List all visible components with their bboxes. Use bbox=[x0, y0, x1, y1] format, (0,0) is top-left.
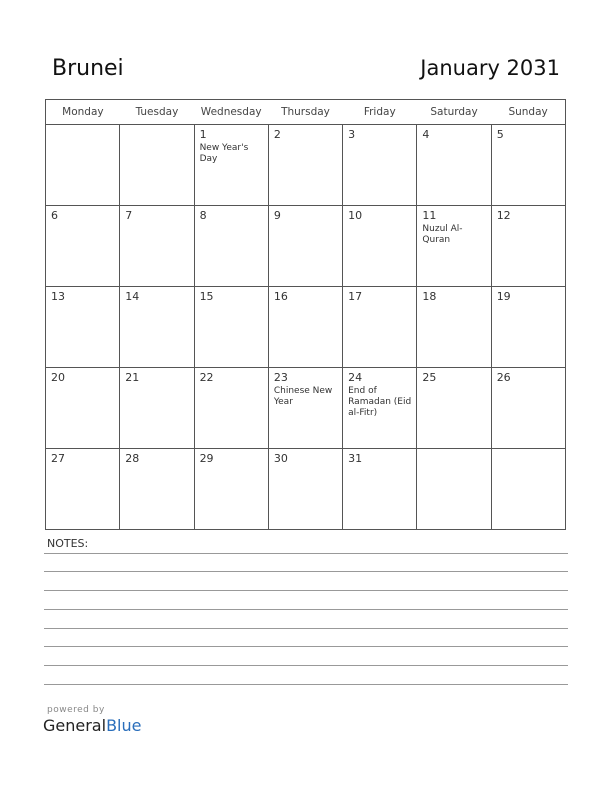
day-cell bbox=[194, 449, 268, 530]
day-cell bbox=[120, 287, 194, 368]
brand-general: General bbox=[43, 716, 107, 735]
day-number: 17 bbox=[348, 290, 363, 303]
day-number: 20 bbox=[51, 371, 65, 384]
day-cell bbox=[46, 449, 120, 530]
day-number: 18 bbox=[422, 290, 437, 303]
brand-blue: Blue bbox=[106, 716, 142, 735]
day-cell bbox=[417, 287, 491, 368]
day-number: 13 bbox=[51, 290, 65, 303]
week-row bbox=[46, 449, 566, 530]
day-cell bbox=[194, 125, 268, 206]
day-number: 25 bbox=[422, 371, 437, 384]
day-number: 28 bbox=[125, 452, 140, 465]
day-cell bbox=[120, 368, 194, 449]
day-number: 1 bbox=[199, 128, 207, 141]
day-cell bbox=[491, 368, 565, 449]
day-cell bbox=[417, 125, 491, 206]
note-line bbox=[44, 646, 568, 647]
day-cell bbox=[46, 368, 120, 449]
day-cell bbox=[491, 287, 565, 368]
weekday-sunday: Sunday bbox=[491, 100, 565, 125]
note-line bbox=[44, 628, 568, 629]
holiday-label: Chinese New Year bbox=[273, 386, 333, 407]
day-cell bbox=[194, 206, 268, 287]
day-cell bbox=[120, 206, 194, 287]
day-number: 31 bbox=[348, 452, 363, 465]
day-number: 7 bbox=[125, 209, 133, 222]
day-cell bbox=[46, 206, 120, 287]
week-row bbox=[46, 287, 566, 368]
powered-by-text: powered by bbox=[47, 705, 105, 715]
day-cell bbox=[343, 206, 417, 287]
brand-logo bbox=[43, 716, 141, 735]
day-cell bbox=[46, 125, 120, 206]
day-number: 16 bbox=[273, 290, 288, 303]
day-cell bbox=[268, 287, 342, 368]
day-number: 5 bbox=[496, 128, 504, 141]
month-title: January 2031 bbox=[420, 56, 560, 80]
day-cell bbox=[491, 125, 565, 206]
weekday-saturday: Saturday bbox=[417, 100, 491, 125]
holiday-label: New Year's Day bbox=[199, 143, 249, 164]
day-number: 15 bbox=[199, 290, 214, 303]
weekday-tuesday: Tuesday bbox=[120, 100, 194, 125]
day-number: 24 bbox=[348, 371, 363, 384]
notes-label: NOTES: bbox=[47, 537, 89, 550]
weekday-header-row bbox=[46, 100, 566, 125]
day-cell bbox=[417, 206, 491, 287]
weekday-monday: Monday bbox=[46, 100, 120, 125]
day-cell bbox=[120, 449, 194, 530]
note-line bbox=[44, 609, 568, 610]
day-cell bbox=[120, 125, 194, 206]
day-cell bbox=[343, 368, 417, 449]
day-number: 19 bbox=[496, 290, 511, 303]
day-number: 27 bbox=[51, 452, 65, 465]
day-cell bbox=[417, 368, 491, 449]
day-cell bbox=[343, 287, 417, 368]
day-number: 3 bbox=[348, 128, 356, 141]
day-number: 30 bbox=[273, 452, 288, 465]
weekday-thursday: Thursday bbox=[268, 100, 342, 125]
weekday-wednesday: Wednesday bbox=[194, 100, 268, 125]
day-cell bbox=[268, 125, 342, 206]
day-number: 21 bbox=[125, 371, 140, 384]
note-line bbox=[44, 553, 568, 554]
day-number: 6 bbox=[51, 209, 58, 222]
day-cell bbox=[343, 449, 417, 530]
day-cell bbox=[268, 206, 342, 287]
day-number: 4 bbox=[422, 128, 430, 141]
day-cell bbox=[417, 449, 491, 530]
day-number: 22 bbox=[199, 371, 214, 384]
week-row bbox=[46, 125, 566, 206]
day-number: 29 bbox=[199, 452, 214, 465]
day-number: 23 bbox=[273, 371, 288, 384]
note-line bbox=[44, 590, 568, 591]
day-number: 26 bbox=[496, 371, 511, 384]
week-row bbox=[46, 368, 566, 449]
day-cell bbox=[194, 287, 268, 368]
day-number: 14 bbox=[125, 290, 140, 303]
day-cell bbox=[343, 125, 417, 206]
day-cell bbox=[491, 449, 565, 530]
day-cell bbox=[46, 287, 120, 368]
day-number: 10 bbox=[348, 209, 363, 222]
note-line bbox=[44, 684, 568, 685]
holiday-label: End of Ramadan (Eid al-Fitr) bbox=[348, 386, 412, 418]
calendar-grid bbox=[45, 99, 566, 530]
day-cell bbox=[268, 449, 342, 530]
weekday-friday: Friday bbox=[343, 100, 417, 125]
day-number: 12 bbox=[496, 209, 511, 222]
note-line bbox=[44, 665, 568, 666]
day-cell bbox=[491, 206, 565, 287]
country-title: Brunei bbox=[52, 56, 124, 81]
day-cell bbox=[268, 368, 342, 449]
day-number: 9 bbox=[273, 209, 281, 222]
holiday-label: Nuzul Al-Quran bbox=[422, 224, 463, 245]
day-number: 11 bbox=[422, 209, 437, 222]
day-number: 8 bbox=[199, 209, 207, 222]
day-number: 2 bbox=[273, 128, 281, 141]
day-cell bbox=[194, 368, 268, 449]
note-line bbox=[44, 571, 568, 572]
week-row bbox=[46, 206, 566, 287]
